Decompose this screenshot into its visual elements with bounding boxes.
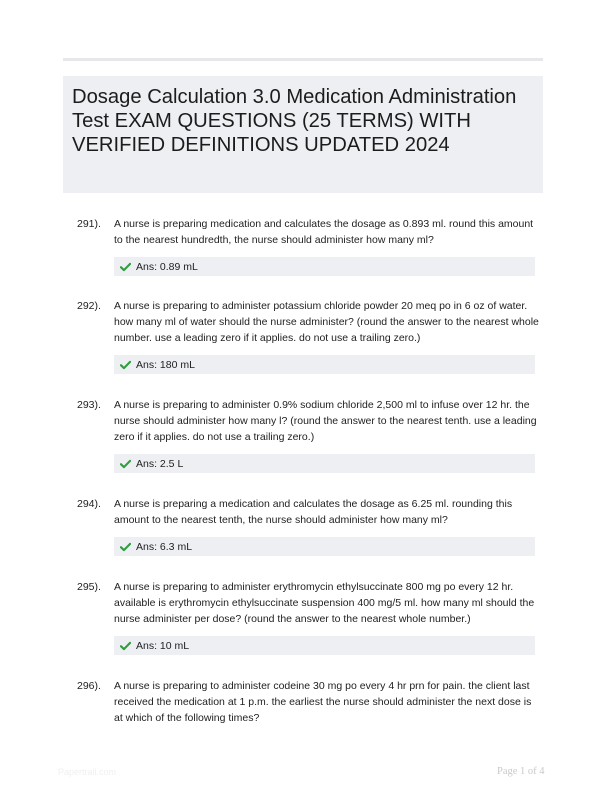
page-number: Page 1 of 4 bbox=[497, 766, 545, 777]
answer-box bbox=[114, 257, 535, 276]
question-number: 292). bbox=[77, 300, 101, 312]
answer-text: Ans: 0.89 mL bbox=[136, 260, 198, 273]
question-text: A nurse is preparing medication and calculates the dosage as 0.893 ml. round this amount to the nearest hundredth, the nurse should administer how many ml? bbox=[114, 218, 534, 247]
question-number: 296). bbox=[77, 680, 101, 692]
question-text: A nurse is preparing to administer codeine 30 mg po every 4 hr prn for pain. the client last received the medication at 1 p.m. the earliest the nurse should administer the next dose is at which of the following times? bbox=[114, 680, 532, 725]
answer-box bbox=[114, 355, 535, 374]
answer-box bbox=[114, 636, 535, 655]
question-text: A nurse is preparing to administer 0.9% sodium chloride 2,500 ml to infuse over 12 hr. the nurse should administer how many l? (round the answer to the nearest tenth. use a leading zero if it applies. do not use a trailing zero.) bbox=[114, 399, 537, 444]
check-icon bbox=[120, 459, 131, 469]
answer-text: Ans: 10 mL bbox=[136, 639, 190, 652]
answer-text: Ans: 180 mL bbox=[136, 358, 195, 371]
check-icon bbox=[120, 641, 131, 651]
question-number: 295). bbox=[77, 581, 101, 593]
question-text: A nurse is preparing to administer potassium chloride powder 20 meq po in 6 oz of water. how many ml of water should the nurse administer? (round the answer to the nearest whole number. use a leading zero if it applies. do not use a trailing zero.) bbox=[114, 300, 539, 345]
top-divider bbox=[63, 58, 543, 61]
question-number: 291). bbox=[77, 218, 101, 230]
footer-source-watermark: Papertrail.com bbox=[58, 767, 117, 777]
title-banner bbox=[63, 76, 543, 193]
answer-box bbox=[114, 454, 535, 473]
question-text: A nurse is preparing to administer erythromycin ethylsuccinate 800 mg po every 12 hr. available is erythromycin ethylsuccinate suspension 400 mg/5 ml. how many ml should the nurse administer per dose? (round the answer to the nearest whole number.) bbox=[114, 581, 535, 626]
question-text: A nurse is preparing a medication and calculates the dosage as 6.25 ml. rounding this amount to the nearest tenth, the nurse should administer how many ml? bbox=[114, 498, 513, 527]
question-number: 293). bbox=[77, 399, 101, 411]
answer-text: Ans: 2.5 L bbox=[136, 457, 184, 470]
check-icon bbox=[120, 360, 131, 370]
answer-box bbox=[114, 537, 535, 556]
question-number: 294). bbox=[77, 498, 101, 510]
answer-text: Ans: 6.3 mL bbox=[136, 540, 193, 553]
check-icon bbox=[120, 262, 131, 272]
document-title: Dosage Calculation 3.0 Medication Administration Test EXAM QUESTIONS (25 TERMS) WITH VERIFIED DEFINITIONS UPDATED 2024 bbox=[72, 86, 517, 157]
check-icon bbox=[120, 542, 131, 552]
